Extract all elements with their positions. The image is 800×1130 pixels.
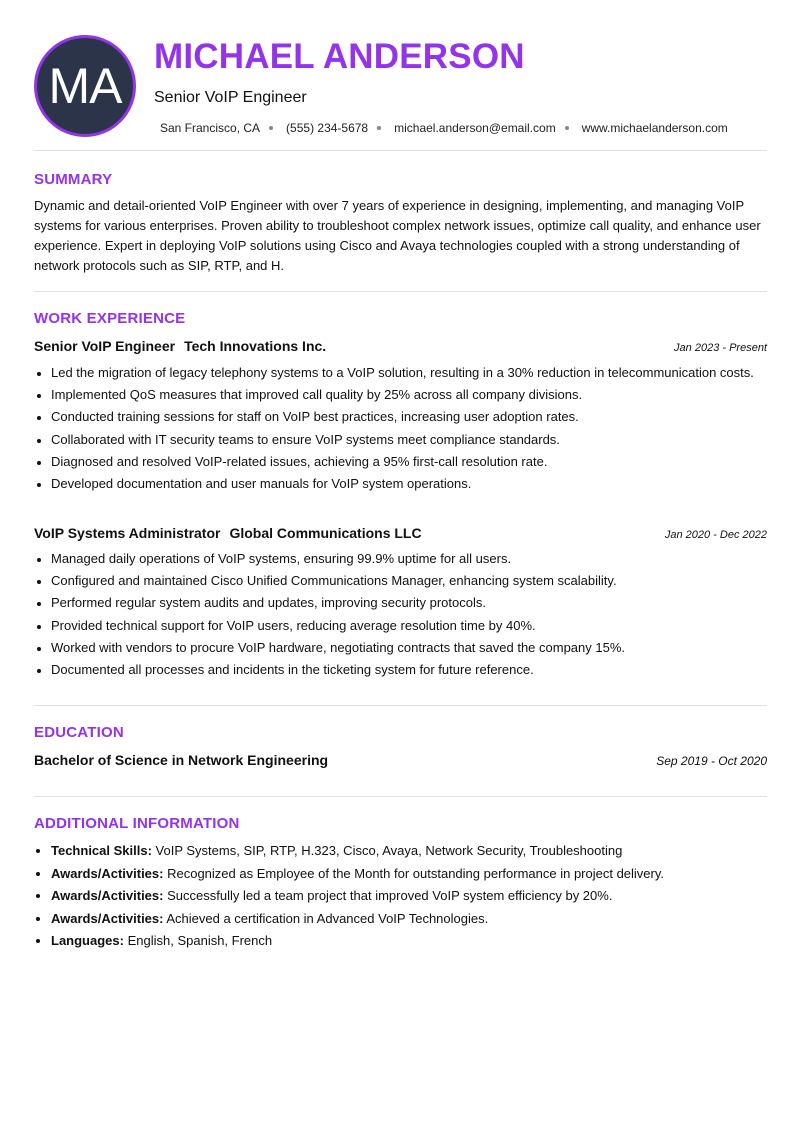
list-item: • Configured and maintained Cisco Unified Communications Manager, enhancing system scalability. — [51, 571, 766, 590]
avatar-initials: MA — [48, 58, 122, 114]
separator-dot — [565, 126, 569, 130]
list-item: • Documented all processes and incidents in the ticketing system for future reference. — [51, 660, 766, 679]
divider — [34, 705, 767, 706]
list-item: • Led the migration of legacy telephony systems to a VoIP solution, resulting in a 30% reduction in telecommunication costs. — [51, 363, 766, 382]
contact-website[interactable]: www.michaelanderson.com — [581, 121, 728, 135]
job-header — [34, 525, 767, 543]
contact-location: San Francisco, CA — [160, 121, 261, 135]
item-value: English, Spanish, French — [127, 933, 273, 948]
list-item — [51, 864, 766, 883]
list-item: • Provided technical support for VoIP users, reducing average resolution time by 40%. — [51, 616, 766, 635]
avatar — [34, 35, 136, 137]
list-item: • Managed daily operations of VoIP systems, ensuring 99.9% uptime for all users. — [51, 549, 766, 568]
contact-line — [160, 121, 728, 135]
education-dates: Sep 2019 - Oct 2020 — [656, 754, 767, 768]
item-label: Awards/Activities: — [51, 865, 164, 881]
contact-phone: (555) 234-5678 — [286, 121, 369, 135]
divider — [34, 150, 767, 151]
item-value: Successfully led a team project that improved VoIP system efficiency by 20%. — [167, 888, 613, 903]
job-dates: Jan 2023 - Present — [674, 342, 767, 354]
candidate-name: MICHAEL ANDERSON — [154, 37, 525, 76]
education-entry — [34, 752, 767, 768]
job-title-company — [34, 525, 422, 543]
item-label: Languages: — [51, 933, 124, 948]
additional-information-heading: ADDITIONAL INFORMATION — [34, 815, 240, 832]
job-company: Tech Innovations Inc. — [184, 338, 327, 354]
item-value: Recognized as Employee of the Month for outstanding performance in project delivery. — [167, 865, 665, 881]
job-bullet-list — [34, 363, 766, 496]
list-item: • Developed documentation and user manuals for VoIP system operations. — [51, 474, 766, 493]
list-item — [51, 931, 766, 950]
item-label: Technical Skills: — [51, 843, 152, 858]
list-item: • Worked with vendors to procure VoIP hardware, negotiating contracts that saved the company 15%. — [51, 638, 766, 657]
work-experience-heading: WORK EXPERIENCE — [34, 310, 186, 327]
job-role: VoIP Systems Administrator — [34, 525, 221, 541]
summary-text: Dynamic and detail-oriented VoIP Engineer with over 7 years of experience in designing, implementing, and managing VoIP systems for various enterprises. Proven ability to troubleshoot complex network issues, optimize call quality, and enhance user experience. Expert in deploying VoIP solutions using Cisco and Avaya technologies coupled with a strong understanding of network protocols such as SIP, RTP, and H. — [34, 198, 761, 273]
job-title: Senior VoIP Engineer — [154, 89, 307, 106]
separator-dot — [377, 126, 381, 130]
list-item: • Performed regular system audits and updates, improving security protocols. — [51, 593, 766, 612]
divider — [34, 291, 767, 292]
job-company: Global Communications LLC — [229, 525, 422, 541]
list-item — [51, 909, 766, 928]
additional-info-list — [34, 841, 766, 954]
item-value: Achieved a certification in Advanced VoIP Technologies. — [166, 910, 489, 926]
list-item: • Conducted training sessions for staff on VoIP best practices, increasing user adoption rates. — [51, 407, 766, 426]
item-label: Awards/Activities: — [51, 888, 164, 903]
item-label: Awards/Activities: — [51, 910, 164, 926]
separator-dot — [269, 126, 273, 130]
list-item — [51, 841, 766, 860]
list-item — [51, 886, 766, 905]
job-dates: Jan 2020 - Dec 2022 — [664, 529, 767, 541]
contact-email[interactable]: michael.anderson@email.com — [394, 121, 556, 135]
list-item: • Implemented QoS measures that improved call quality by 25% across all company divisions. — [51, 385, 766, 404]
list-item: • Diagnosed and resolved VoIP-related issues, achieving a 95% first-call resolution rate. — [51, 452, 766, 471]
job-bullet-list — [34, 549, 766, 682]
education-heading: EDUCATION — [34, 724, 124, 741]
divider — [34, 796, 767, 797]
list-item: • Collaborated with IT security teams to ensure VoIP systems meet compliance standards. — [51, 430, 766, 449]
job-header — [34, 338, 767, 356]
item-value: VoIP Systems, SIP, RTP, H.323, Cisco, Avaya, Network Security, Troubleshooting — [155, 843, 623, 858]
job-role: Senior VoIP Engineer — [34, 338, 176, 354]
job-title-company — [34, 338, 326, 356]
degree: Bachelor of Science in Network Engineering — [34, 752, 329, 768]
summary-heading: SUMMARY — [34, 171, 113, 188]
